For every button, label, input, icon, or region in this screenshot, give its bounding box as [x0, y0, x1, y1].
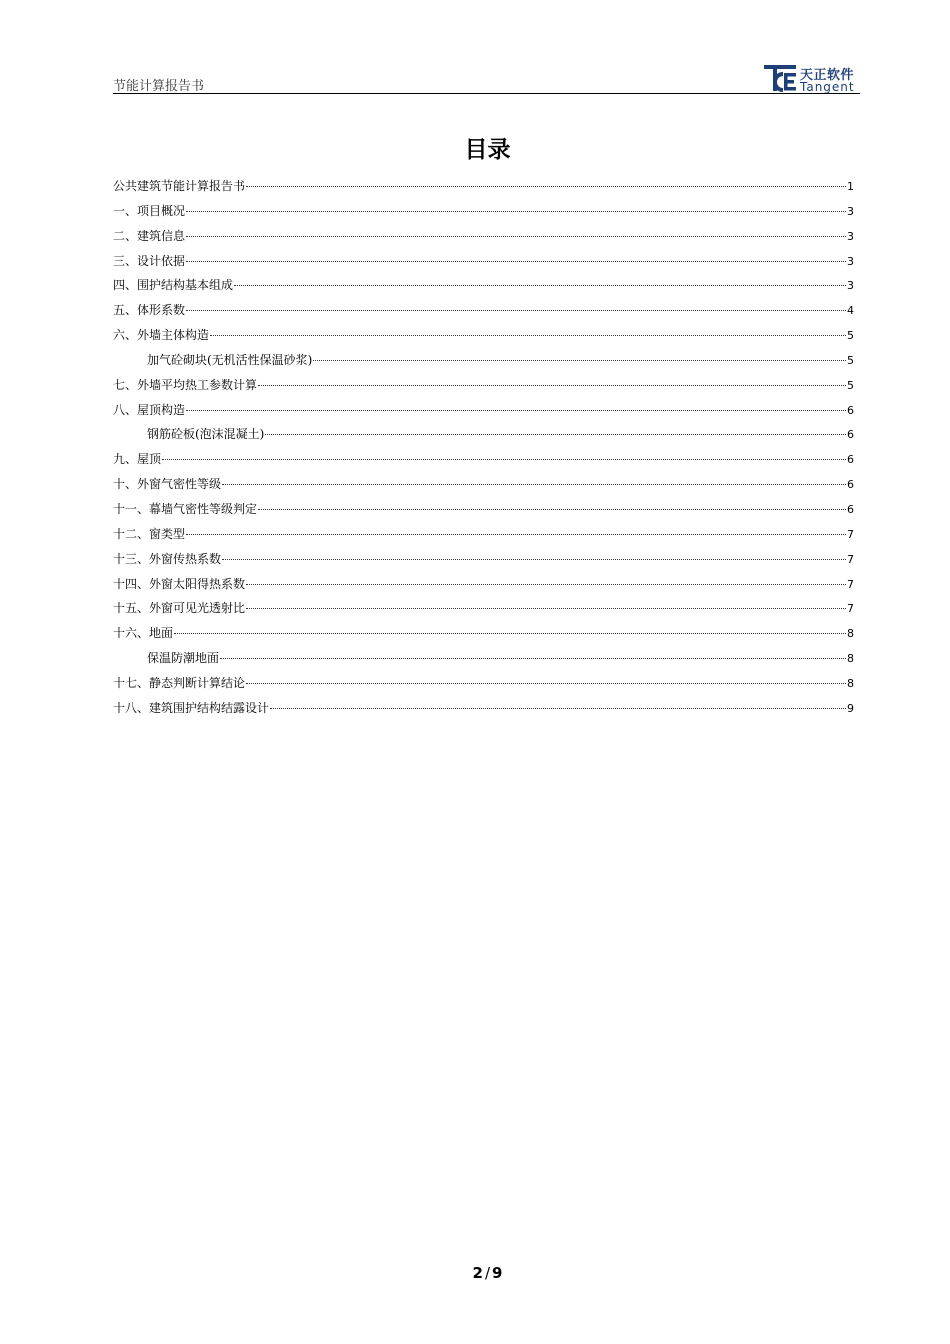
toc-entry-label: 十五、外窗可见光透射比	[113, 601, 246, 616]
toc-entry[interactable]	[113, 474, 854, 499]
toc-entry[interactable]	[113, 424, 854, 449]
toc-entry-label: 加气砼砌块(无机活性保温砂浆)	[147, 352, 313, 367]
header-divider	[113, 93, 860, 94]
toc-entry-label: 十六、地面	[113, 626, 174, 641]
toc-entry-label: 十二、窗类型	[113, 526, 186, 541]
logo-text-en: Tangent	[800, 80, 855, 94]
toc-dot-leader	[246, 683, 846, 684]
toc-entry[interactable]	[113, 201, 854, 226]
toc-dot-leader	[210, 335, 846, 336]
toc-entry-page: 6	[847, 453, 854, 467]
toc-dot-leader	[234, 285, 846, 286]
toc-entry[interactable]	[113, 375, 854, 400]
toc-dot-leader	[265, 434, 846, 435]
toc-entry-page: 5	[847, 353, 854, 367]
toc-entry[interactable]	[113, 400, 854, 425]
toc-entry-page: 1	[847, 180, 854, 193]
toc-entry[interactable]	[113, 673, 854, 698]
toc-dot-leader	[313, 360, 846, 361]
toc-entry[interactable]	[113, 623, 854, 648]
toc-entry-page: 7	[847, 602, 854, 616]
toc-entry-page: 8	[847, 627, 854, 641]
toc-entry-page: 9	[847, 701, 854, 715]
toc-entry-page: 3	[847, 279, 854, 293]
toc-dot-leader	[186, 236, 846, 237]
toc-entry-label: 保温防潮地面	[147, 651, 220, 666]
toc-entry-page: 4	[847, 304, 854, 318]
toc-entry-label: 公共建筑节能计算报告书	[113, 179, 246, 193]
logo-text-cn: 天正软件	[800, 68, 855, 83]
toc-entry-label: 十一、幕墙气密性等级判定	[113, 501, 258, 516]
toc-entry[interactable]	[113, 176, 854, 201]
toc-entry-page: 5	[847, 329, 854, 343]
company-logo	[764, 64, 860, 94]
header-title: 节能计算报告书	[113, 79, 205, 94]
table-of-contents	[113, 176, 854, 723]
toc-entry-label: 十四、外窗太阳得热系数	[113, 576, 246, 591]
toc-entry[interactable]	[113, 449, 854, 474]
toc-entry-label: 一、项目概况	[113, 203, 186, 218]
toc-entry-page: 8	[847, 652, 854, 666]
toc-dot-leader	[174, 633, 846, 634]
toc-dot-leader	[186, 534, 846, 535]
toc-entry-page: 3	[847, 229, 854, 243]
toc-entry-label: 四、围护结构基本组成	[113, 278, 234, 293]
toc-entry-label: 八、屋顶构造	[113, 402, 186, 417]
toc-entry[interactable]	[113, 524, 854, 549]
toc-entry-page: 6	[847, 428, 854, 442]
toc-entry-label: 六、外墙主体构造	[113, 328, 210, 343]
toc-dot-leader	[186, 410, 846, 411]
toc-entry[interactable]	[113, 251, 854, 276]
toc-dot-leader	[258, 385, 846, 386]
toc-entry-label: 二、建筑信息	[113, 228, 186, 243]
page-number	[0, 1264, 950, 1282]
toc-entry[interactable]	[113, 325, 854, 350]
toc-entry-page: 3	[847, 204, 854, 218]
toc-dot-leader	[222, 484, 846, 485]
toc-entry[interactable]	[113, 549, 854, 574]
toc-entry-label: 钢筋砼板(泡沫混凝土)	[147, 427, 265, 442]
toc-entry-page: 8	[847, 676, 854, 690]
toc-entry-label: 十七、静态判断计算结论	[113, 675, 246, 690]
toc-entry-label: 十八、建筑围护结构结露设计	[113, 700, 270, 715]
toc-entry-page: 3	[847, 254, 854, 268]
toc-dot-leader	[186, 261, 846, 262]
toc-entry-page: 5	[847, 378, 854, 392]
toc-entry-page: 7	[847, 527, 854, 541]
toc-dot-leader	[246, 186, 846, 187]
toc-dot-leader	[186, 310, 846, 311]
toc-dot-leader	[162, 459, 846, 460]
toc-entry-label: 五、体形系数	[113, 303, 186, 318]
toc-entry[interactable]	[113, 648, 854, 673]
toc-entry-page: 7	[847, 552, 854, 566]
toc-entry-label: 九、屋顶	[113, 452, 162, 467]
toc-title: 目录	[464, 137, 511, 163]
total-pages: 9	[492, 1264, 503, 1282]
toc-entry-label: 三、设计依据	[113, 253, 186, 268]
toc-dot-leader	[246, 608, 846, 609]
current-page: 2	[472, 1264, 483, 1282]
toc-entry-page: 6	[847, 502, 854, 516]
toc-entry[interactable]	[113, 300, 854, 325]
toc-entry-label: 十、外窗气密性等级	[113, 477, 222, 492]
toc-entry[interactable]	[113, 598, 854, 623]
toc-entry[interactable]	[113, 698, 854, 723]
toc-entry-page: 6	[847, 478, 854, 492]
toc-dot-leader	[222, 559, 846, 560]
toc-dot-leader	[246, 584, 846, 585]
toc-entry-label: 七、外墙平均热工参数计算	[113, 377, 258, 392]
toc-entry[interactable]	[113, 499, 854, 524]
toc-entry[interactable]	[113, 226, 854, 251]
toc-dot-leader	[220, 658, 846, 659]
toc-entry[interactable]	[113, 350, 854, 375]
toc-dot-leader	[186, 211, 846, 212]
toc-entry[interactable]	[113, 574, 854, 599]
page-separator: /	[484, 1264, 491, 1282]
toc-dot-leader	[258, 509, 846, 510]
toc-entry[interactable]	[113, 275, 854, 300]
toc-entry-page: 6	[847, 403, 854, 417]
toc-entry-label: 十三、外窗传热系数	[113, 551, 222, 566]
tangent-logo-icon	[764, 65, 796, 93]
toc-entry-page: 7	[847, 577, 854, 591]
toc-dot-leader	[270, 708, 846, 709]
